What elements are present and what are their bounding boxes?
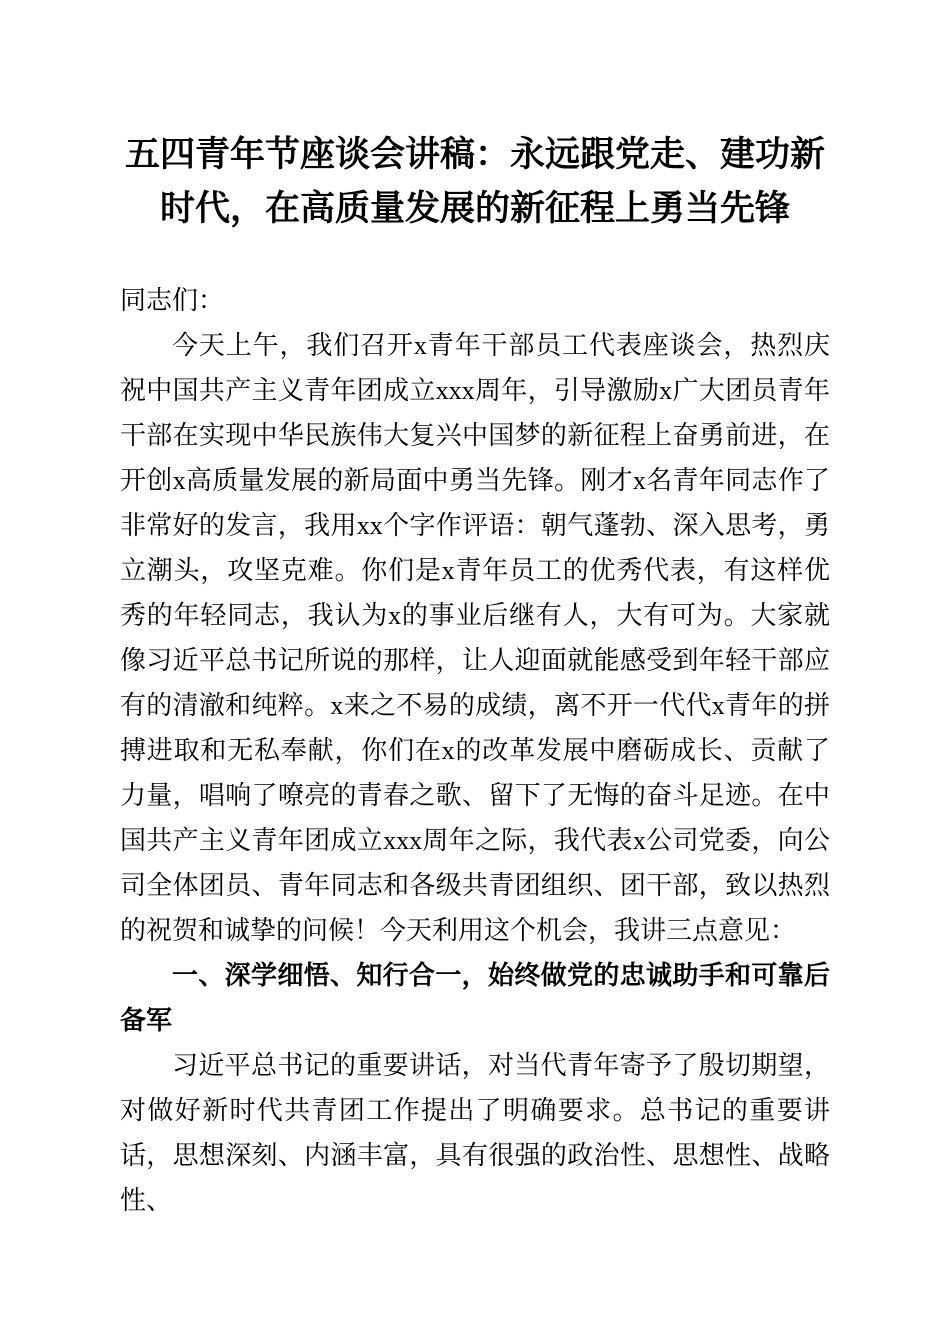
document-title: 五四青年节座谈会讲稿：永远跟党走、建功新时代，在高质量发展的新征程上勇当先锋 (124, 135, 825, 228)
document-body (120, 278, 830, 1223)
section-1-heading: 一、深学细悟、知行合一，始终做党的忠诚助手和可靠后备军 (120, 960, 830, 1035)
salutation: 同志们： (120, 286, 225, 315)
intro-paragraph: 今天上午，我们召开x青年干部员工代表座谈会，热烈庆祝中国共产主义青年团成立xxx周年，引导激励x广大团员青年干部在实现中华民族伟大复兴中国梦的新征程上奋勇前进，在开创x高质量发展的新局面中勇当先锋。刚才x名青年同志作了非常好的发言，我用xx个字作评语：朝气蓬勃、深入思考，勇立潮头，攻坚克难。你们是x青年员工的优秀代表，有这样优秀的年轻同志，我认为x的事业后继有人，大有可为。大家就像习近平总书记所说的那样，让人迎面就能感受到年轻干部应有的清澈和纯粹。x来之不易的成绩，离不开一代代x青年的拼搏进取和无私奉献，你们在x的改革发展中磨砺成长、贡献了力量，唱响了嘹亮的青春之歌、留下了无悔的奋斗足迹。在中国共产主义青年团成立xxx周年之际，我代表x公司党委，向公司全体团员、青年同志和各级共青团组织、团干部，致以热烈的祝贺和诚挚的问候！今天利用这个机会，我讲三点意见： (120, 331, 830, 945)
section-1-paragraph: 习近平总书记的重要讲话，对当代青年寄予了殷切期望，对做好新时代共青团工作提出了明确要求。总书记的重要讲话，思想深刻、内涵丰富，具有很强的政治性、思想性、战略性、 (120, 1051, 830, 1215)
